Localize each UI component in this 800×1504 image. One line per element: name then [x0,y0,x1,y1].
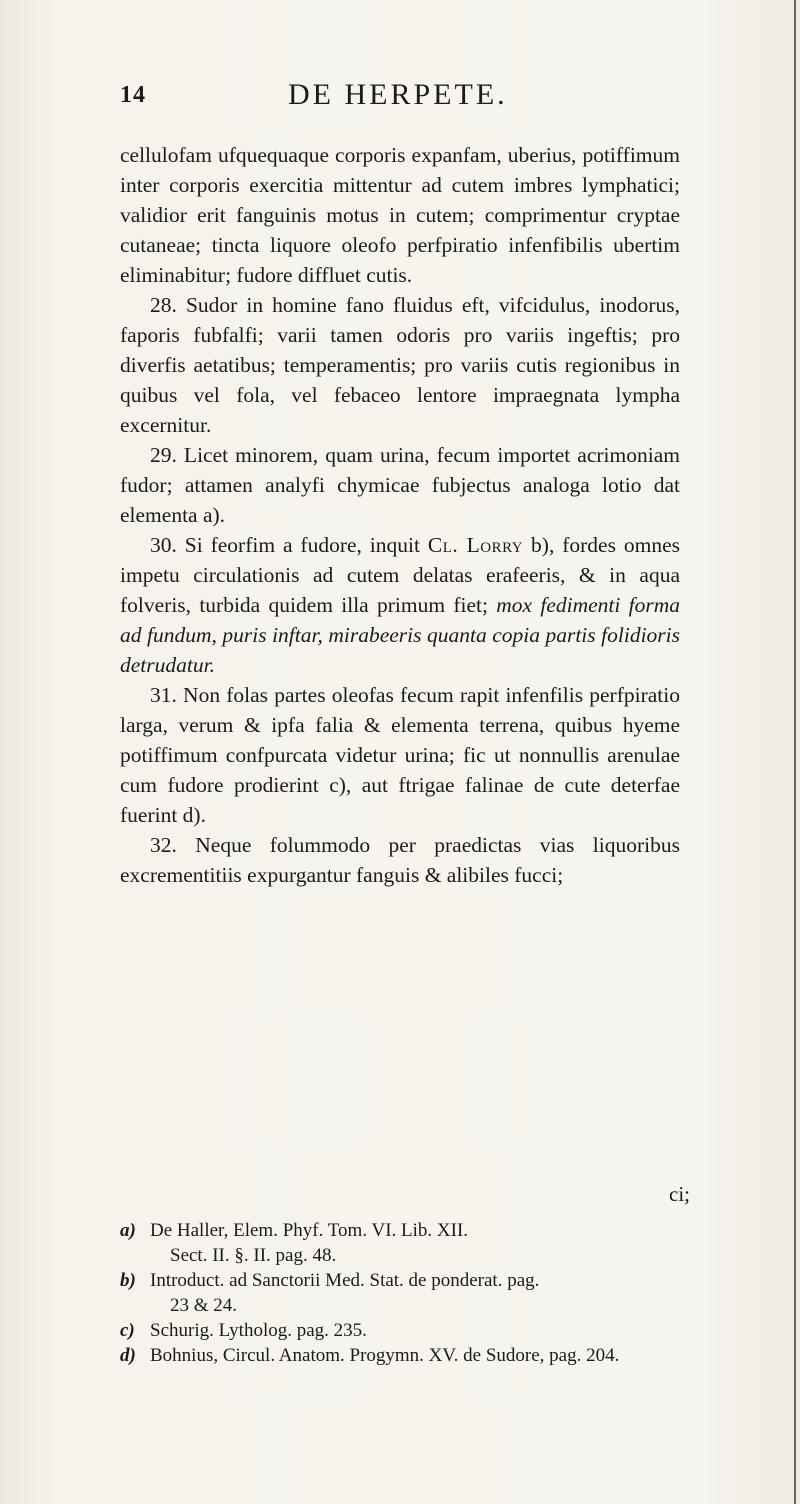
footnote-continuation: Sect. II. §. II. pag. 48. [170,1245,337,1266]
footnote-text: De Haller, Elem. Phyf. Tom. VI. Lib. XII. [150,1220,469,1241]
footnotes [120,1218,680,1368]
footnote-mark: a) [120,1220,136,1241]
footnote-text: Introduct. ad Sanctorii Med. Stat. de ponderat. pag. [150,1270,540,1291]
footnote-mark: c) [120,1320,135,1341]
footnote-text: Schurig. Lytholog. pag. 235. [150,1320,367,1341]
footnote-b [120,1268,680,1318]
footnote-a [120,1218,680,1268]
paragraph-29: 29. Licet minorem, quam urina, fecum importet acrimoniam fudor; attamen analyfi chymicae fubjectus analoga lotio dat elementa a). [120,443,680,527]
page-header [120,78,680,118]
p30-quote: mox fedimenti forma ad fundum, puris inftar, mirabeeris quanta copia partis folidioris detrudatur. [120,593,680,677]
paragraph-28: 28. Sudor in homine fano fluidus eft, vifcidulus, inodorus, faporis fubfalfi; varii tamen odoris pro variis ingeftis; pro diverfis aetatibus; temperamentis; pro variis cutis regionibus in quibus vel fola, vel febaceo lentore impraegnata lympha excernitur. [120,293,680,437]
footnote-d [120,1343,680,1368]
paragraph-31: 31. Non folas partes oleofas fecum rapit infenfilis perfpiratio larga, verum & ipfa falia & elementa terrena, quibus hyeme potiffimum confpurcata videtur urina; fic ut nonnullis arenulae cum fudore prodierint c), aut ftrigae falinae de cute deterfae fuerint d). [120,683,680,827]
p30-author: Cl. Lorry [427,533,524,557]
footnote-text: Bohnius, Circul. Anatom. Progymn. XV. de Sudore, pag. 204. [150,1345,620,1366]
body-text [120,140,680,890]
footnote-c [120,1318,680,1343]
page-number: 14 [120,82,146,108]
p30-ref: b), [523,533,563,557]
p30-mid: fordes omnes impetu circulationis ad cutem delatas erafeeris, & in aqua folveris, turbida quidem illa primum fiet; [120,533,680,617]
running-title: DE HERPETE. [288,78,508,111]
footnote-mark: b) [120,1270,136,1291]
footnote-continuation: 23 & 24. [170,1295,238,1316]
paragraph-continuation: cellulofam ufquequaque corporis expanfam, uberius, potiffimum inter corporis exercitia mittentur ad cutem imbres lymphatici; validior erit fanguinis motus in cutem; comprimentur cryptae cutaneae; tincta liquore oleofo perfpiratio infenfibilis ubertim eliminabitur; fudore diffluet cutis. [120,143,680,287]
paragraph-30 [120,530,680,680]
footnote-mark: d) [120,1345,136,1366]
paragraph-32: 32. Neque folummodo per praedictas vias liquoribus excrementitiis expurgantur fanguis & alibiles fucci; [120,833,680,887]
catchword: ci; [669,1182,690,1206]
p30-lead: 30. Si feorfim a fudore, inquit [150,533,428,557]
page-edge-line [794,0,796,1504]
